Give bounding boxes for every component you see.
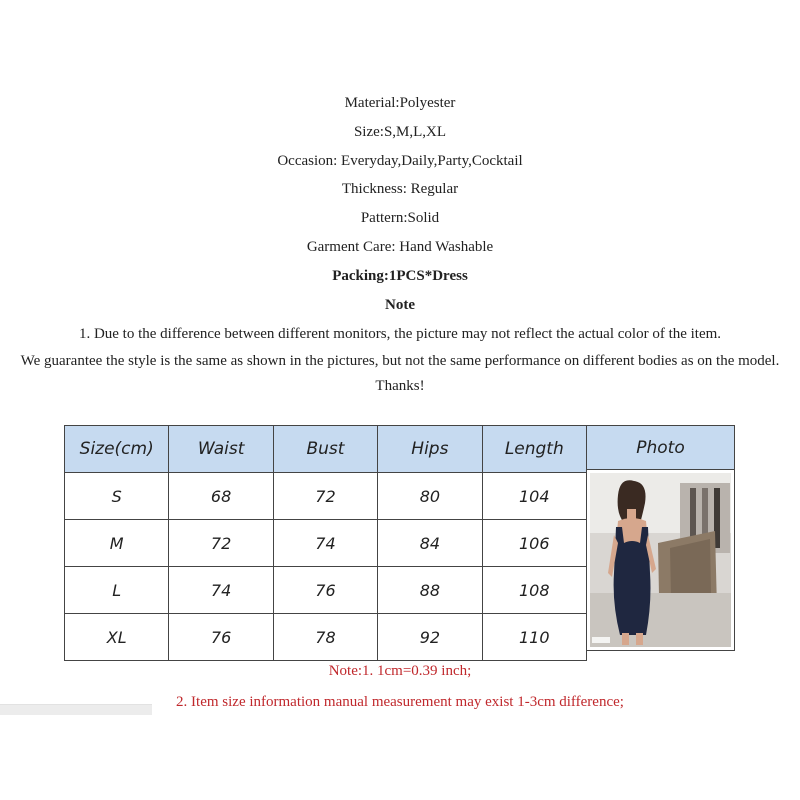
table-cell: 92 [378, 614, 482, 661]
table-cell: 76 [169, 614, 273, 661]
table-cell: 78 [273, 614, 377, 661]
note-monitor-text: 1. Due to the difference between different monitors, the picture may not reflect the actual color of the item. [78, 326, 722, 342]
table-cell: 108 [482, 567, 586, 614]
packing-text: Packing:1PCS*Dress [332, 268, 468, 284]
note-title: Note [385, 297, 415, 313]
table-cell: 72 [169, 520, 273, 567]
table-cell: 76 [273, 567, 377, 614]
table-row [65, 614, 587, 661]
table-row [65, 520, 587, 567]
thickness-text: Thickness: Regular [341, 181, 459, 197]
table-cell: 106 [482, 520, 586, 567]
table-row [65, 473, 587, 520]
pattern-text: Pattern:Solid [360, 210, 440, 226]
table-cell: 74 [169, 567, 273, 614]
table-cell: 72 [273, 473, 377, 520]
table-cell: XL [65, 614, 169, 661]
table-cell: S [65, 473, 169, 520]
header-bust: Bust [273, 426, 377, 473]
table-row [65, 567, 587, 614]
header-photo: Photo [587, 425, 735, 470]
occasion-text: Occasion: Everyday,Daily,Party,Cocktail [277, 153, 523, 169]
header-size: Size(cm) [65, 426, 169, 473]
measurement-note: 2. Item size information manual measurement may exist 1-3cm difference; [176, 694, 624, 710]
table-cell: 104 [482, 473, 586, 520]
size-text: Size:S,M,L,XL [353, 124, 447, 140]
size-table [64, 425, 587, 661]
table-cell: 88 [378, 567, 482, 614]
horizontal-scrollbar[interactable] [0, 704, 152, 715]
conversion-note: Note:1. 1cm=0.39 inch; [328, 663, 472, 679]
size-table-header-row [65, 426, 587, 473]
care-text: Garment Care: Hand Washable [306, 239, 494, 255]
table-cell: 110 [482, 614, 586, 661]
table-cell: 80 [378, 473, 482, 520]
note-style-text: We guarantee the style is the same as shown in the pictures, but not the same performance on different bodies as on the model. Thanks! [20, 353, 780, 394]
table-cell: 74 [273, 520, 377, 567]
material-text: Material:Polyester [344, 95, 456, 111]
model-photo [587, 470, 735, 651]
table-cell: 68 [169, 473, 273, 520]
header-length: Length [482, 426, 586, 473]
header-waist: Waist [169, 426, 273, 473]
model-dress-image [590, 473, 731, 647]
table-cell: M [65, 520, 169, 567]
header-hips: Hips [378, 426, 482, 473]
table-cell: 84 [378, 520, 482, 567]
table-cell: L [65, 567, 169, 614]
